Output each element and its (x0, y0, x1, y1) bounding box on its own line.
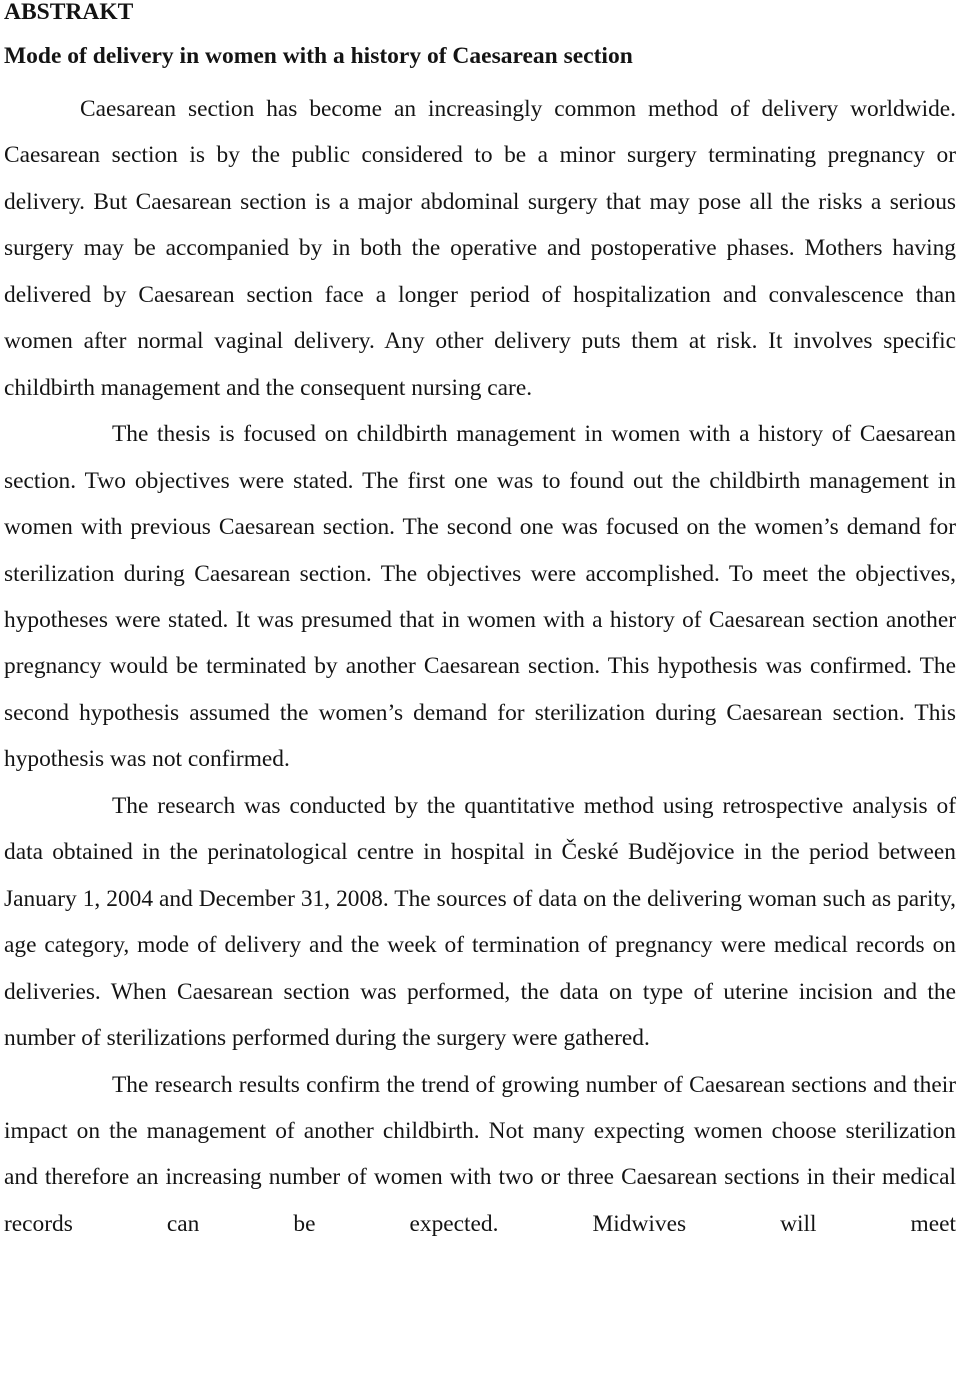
document-title: Mode of delivery in women with a history of Caesarean section (4, 43, 633, 69)
paragraph-2: The thesis is focused on childbirth management in women with a history of Caesarean section. Two objectives were stated. The first one was to found out the childbirth management in women with previous Caesarean section. The second one was focused on the women’s demand for sterilization during Caesarean section. The objectives were accomplished. To meet the objectives, hypotheses were stated. It was presumed that in women with a history of Caesarean section another pregnancy would be terminated by another Caesarean section. This hypothesis was confirmed. The second hypothesis assumed the women’s demand for sterilization during Caesarean section. This hypothesis was not confirmed. (4, 421, 956, 773)
document-page (4, 0, 956, 1247)
abstract-body (4, 86, 956, 1247)
section-heading: ABSTRAKT (4, 0, 134, 25)
paragraph-3: The research was conducted by the quantitative method using retrospective analysis of data obtained in the perinatological centre in hospital in České Budějovice in the period between January 1, 2004 and December 31, 2008. The sources of data on the delivering woman such as parity, age category, mode of delivery and the week of termination of pregnancy were medical records on deliveries. When Caesarean section was performed, the data on type of uterine incision and the number of sterilizations performed during the surgery were gathered. (4, 792, 956, 1052)
paragraph-4: The research results confirm the trend of growing number of Caesarean sections and their impact on the management of another childbirth. Not many expecting women choose sterilization and therefore an increasing number of women with two or three Caesarean sections in their medical records can be expected. Midwives will meet (4, 1071, 956, 1237)
paragraph-1: Caesarean section has become an increasingly common method of delivery worldwide. Caesarean section is by the public considered to be a minor surgery terminating pregnancy or delivery. But Caesarean section is a major abdominal surgery that may pose all the risks a serious surgery may be accompanied by in both the operative and postoperative phases. Mothers having delivered by Caesarean section face a longer period of hospitalization and convalescence than women after normal vaginal delivery. Any other delivery puts them at risk. It involves specific childbirth management and the consequent nursing care. (4, 96, 956, 401)
